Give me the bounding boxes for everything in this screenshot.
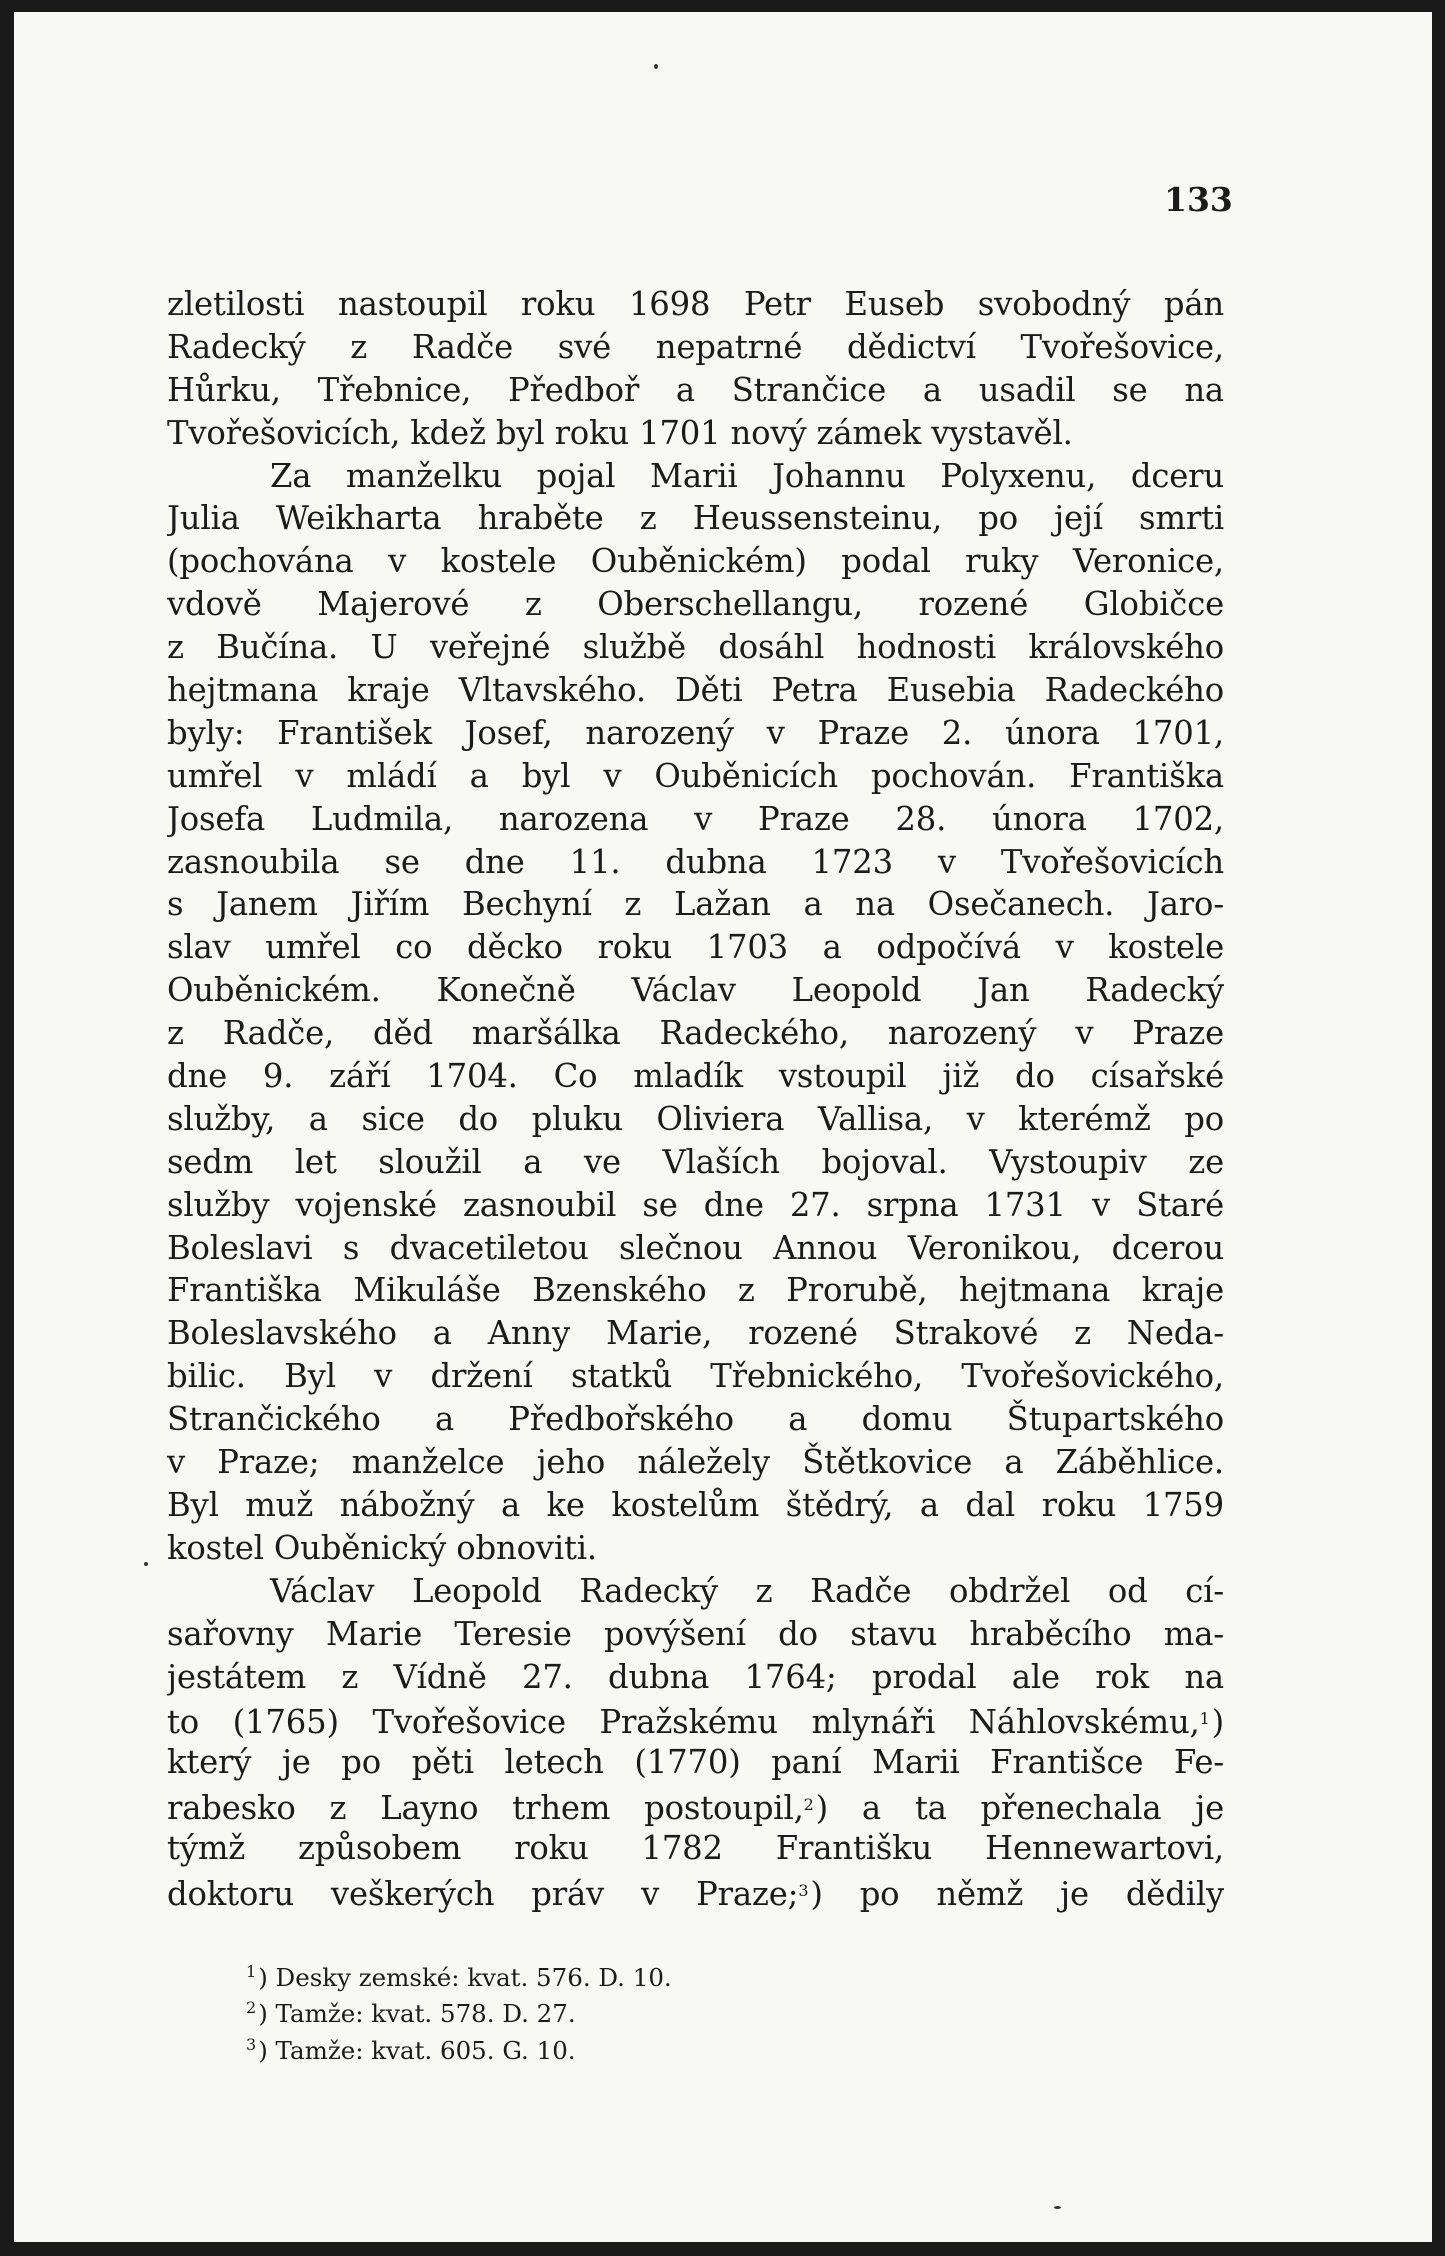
page-number: 133 bbox=[1164, 180, 1233, 219]
text-line: Za manželku pojal Marii Johannu Polyxenu, dceru bbox=[270, 456, 1224, 495]
footnote-mark: 1 bbox=[246, 1962, 257, 1981]
ink-speck bbox=[1054, 2206, 1061, 2209]
text-line: Boleslavského a Anny Marie, rozené Strakové z Neda- bbox=[167, 1314, 1224, 1353]
text-line: Tvořešovicích, kdež byl roku 1701 nový zámek vystavěl. bbox=[167, 413, 1073, 452]
text-line: zletilosti nastoupil roku 1698 Petr Euseb svobodný pán bbox=[167, 285, 1224, 323]
ink-speck bbox=[144, 1562, 148, 1566]
text-line: dne 9. září 1704. Co mladík vstoupil již do císařské bbox=[167, 1057, 1224, 1096]
footnote-reference: 2 bbox=[803, 1795, 814, 1815]
text-line: služby vojenské zasnoubil se dne 27. srpna 1731 v Staré bbox=[167, 1185, 1224, 1224]
footnote-reference: 3 bbox=[798, 1880, 809, 1900]
body-text bbox=[167, 283, 1224, 1913]
text-line: vdově Majerové z Oberschellangu, rozené Globičce bbox=[167, 585, 1224, 624]
text-line: Boleslavi s dvacetiletou slečnou Annou Veronikou, dcerou bbox=[167, 1228, 1224, 1267]
footnote-reference: 1 bbox=[1199, 1709, 1210, 1729]
text-line: zasnoubila se dne 11. dubna 1723 v Tvořešovicích bbox=[167, 842, 1224, 881]
text-line: Ouběnickém. Konečně Václav Leopold Jan Radecký bbox=[167, 971, 1224, 1010]
text-line: jestátem z Vídně 27. dubna 1764; prodal ale rok na bbox=[167, 1657, 1224, 1696]
footnotes bbox=[246, 1957, 672, 2066]
text-line: který je po pěti letech (1770) paní Marii Františce Fe- bbox=[167, 1743, 1224, 1782]
text-line: Josefa Ludmila, narozena v Praze 28. února 1702, bbox=[167, 799, 1224, 838]
text-line: to (1765) Tvořešovice Pražskému mlynáři Náhlovskému,$^1$) bbox=[167, 1703, 1224, 1742]
footnote-mark: 2 bbox=[246, 1998, 257, 2018]
text-line: umřel v mládí a byl v Ouběnicích pochován. Františka bbox=[167, 756, 1224, 795]
text-line: Hůrku, Třebnice, Předboř a Strančice a usadil se na bbox=[167, 370, 1224, 409]
footnote: $^1$) Desky zemské: kvat. 576. D. 10. bbox=[246, 1962, 672, 1992]
text-line: hejtmana kraje Vltavského. Děti Petra Eusebia Radeckého bbox=[167, 671, 1224, 710]
text-line: s Janem Jiřím Bechyní z Lažan a na Osečanech. Jaro- bbox=[167, 885, 1224, 924]
text-line: z Radče, děd maršálka Radeckého, narozený v Praze bbox=[167, 1014, 1224, 1053]
footnote-text: Tamže: kvat. 578. D. 27. bbox=[275, 1999, 576, 2029]
footnote: $^3$) Tamže: kvat. 605. G. 10. bbox=[246, 2034, 576, 2065]
text-segment: to (1765) Tvořešovice Pražskému mlynáři Náhlovskému, bbox=[167, 1703, 1200, 1742]
text-line: doktoru veškerých práv v Praze;$^3$) po němž je dědily bbox=[167, 1874, 1224, 1913]
text-line: sařovny Marie Teresie povýšení do stavu hraběcího ma- bbox=[167, 1614, 1224, 1653]
footnote-mark: 3 bbox=[246, 2034, 257, 2054]
footnote-text: Tamže: kvat. 605. G. 10. bbox=[275, 2035, 576, 2065]
text-line: týmž způsobem roku 1782 Františku Hennewartovi, bbox=[167, 1829, 1224, 1868]
text-line: v Praze; manželce jeho náležely Štětkovice a Záběhlice. bbox=[167, 1443, 1224, 1482]
text-segment: rabesko z Layno trhem postoupil, bbox=[167, 1789, 804, 1828]
footnote: $^2$) Tamže: kvat. 578. D. 27. bbox=[246, 1998, 576, 2029]
text-line: slav umřel co děcko roku 1703 a odpočívá v kostele bbox=[167, 928, 1224, 967]
text-line: (pochována v kostele Ouběnickém) podal ruky Veronice, bbox=[167, 542, 1224, 581]
text-segment: doktoru veškerých práv v Praze; bbox=[167, 1874, 799, 1913]
text-line: bilic. Byl v držení statků Třebnického, Tvořešovického, bbox=[167, 1357, 1224, 1396]
text-line: Václav Leopold Radecký z Radče obdržel od cí- bbox=[270, 1571, 1224, 1610]
text-line: Františka Mikuláše Bzenského z Prorubě, hejtmana kraje bbox=[167, 1271, 1224, 1310]
text-line: služby, a sice do pluku Oliviera Vallisa, v kterémž po bbox=[167, 1099, 1224, 1138]
text-segment: a ta přenechala je bbox=[861, 1789, 1224, 1828]
ink-speck bbox=[654, 64, 658, 69]
footnote-text: Desky zemské: kvat. 576. D. 10. bbox=[275, 1963, 672, 1992]
text-line: Byl muž nábožný a ke kostelům štědrý, a dal roku 1759 bbox=[167, 1485, 1224, 1524]
text-line: z Bučína. U veřejné službě dosáhl hodnosti královského bbox=[167, 628, 1224, 667]
book-page bbox=[14, 12, 1432, 2242]
text-line: Julia Weikharta hraběte z Heussensteinu, po její smrti bbox=[167, 499, 1224, 538]
text-line: sedm let sloužil a ve Vlaších bojoval. Vystoupiv ze bbox=[167, 1142, 1224, 1181]
text-line: byly: František Josef, narozený v Praze 2. února 1701, bbox=[167, 713, 1224, 752]
text-line: rabesko z Layno trhem postoupil,$^2$) a ta přenechala je bbox=[167, 1789, 1224, 1828]
text-line: Strančického a Předbořského a domu Štupartského bbox=[167, 1400, 1224, 1439]
text-line: Radecký z Radče své nepatrné dědictví Tvořešovice, bbox=[167, 327, 1224, 366]
text-segment: po němž je dědily bbox=[859, 1874, 1224, 1913]
text-line: kostel Ouběnický obnoviti. bbox=[167, 1528, 597, 1567]
